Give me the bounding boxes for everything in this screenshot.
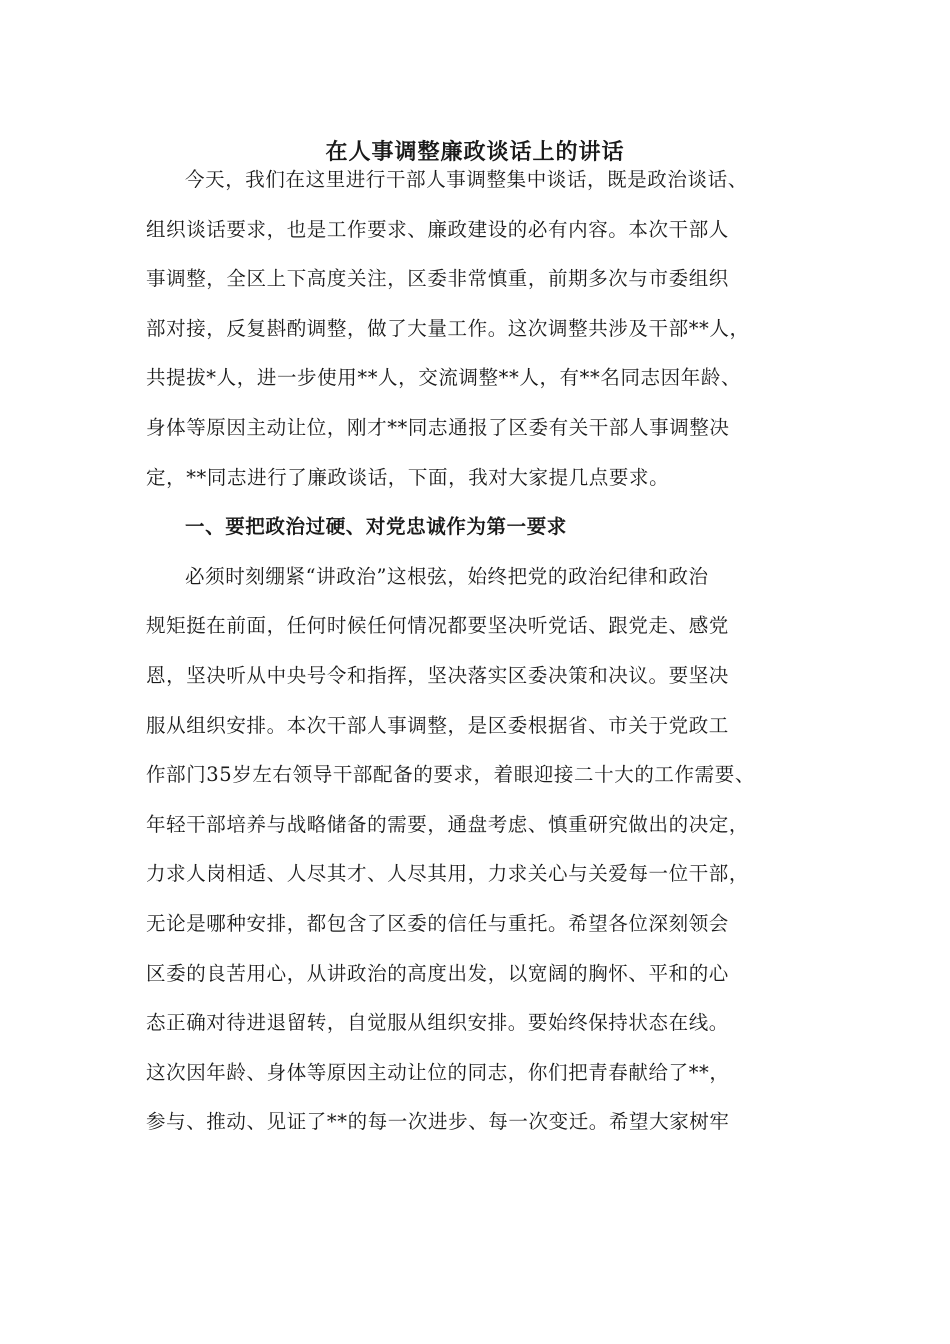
paragraph-line: 恩，坚决听从中央号令和指挥，坚决落实区委决策和决议。要坚决 xyxy=(146,663,729,687)
paragraph-line: 部对接，反复斟酌调整，做了大量工作。这次调整共涉及干部**人， xyxy=(146,316,750,340)
document-body xyxy=(146,155,826,1147)
paragraph-line: 作部门35岁左右领导干部配备的要求，着眼迎接二十大的工作需要、 xyxy=(146,763,755,787)
paragraph-line: 态正确对待进退留转，自觉服从组织安排。要始终保持状态在线。 xyxy=(146,1011,729,1035)
paragraph-line: 共提拔*人，进一步使用**人，交流调整**人，有**名同志因年龄、 xyxy=(146,366,742,390)
paragraph-line: 定，**同志进行了廉政谈话，下面，我对大家提几点要求。 xyxy=(146,465,670,489)
paragraph-line: 服从组织安排。本次干部人事调整，是区委根据省、市关于党政工 xyxy=(146,713,729,737)
paragraph-line: 无论是哪种安排，都包含了区委的信任与重托。希望各位深刻领会 xyxy=(146,911,729,935)
paragraph-line: 参与、推动、见证了**的每一次进步、每一次变迁。希望大家树牢 xyxy=(146,1110,730,1134)
paragraph-line: 力求人岗相适、人尽其才、人尽其用，力求关心与关爱每一位干部， xyxy=(146,862,750,886)
paragraph-line: 这次因年龄、身体等原因主动让位的同志，你们把青春献给了**， xyxy=(146,1060,730,1084)
paragraph-line: 今天，我们在这里进行干部人事调整集中谈话，既是政治谈话、 xyxy=(185,168,748,191)
paragraph-line: 区委的良苦用心，从讲政治的高度出发，以宽阔的胸怀、平和的心 xyxy=(146,961,729,985)
section-heading: 一、要把政治过硬、对党忠诚作为第一要求 xyxy=(185,515,567,539)
document-title: 在人事调整廉政谈话上的讲话 xyxy=(325,139,625,165)
paragraph-line: 身体等原因主动让位，刚才**同志通报了区委有关干部人事调整决 xyxy=(146,415,730,439)
paragraph-line: 必须时刻绷紧“讲政治”这根弦，始终把党的政治纪律和政治 xyxy=(185,564,709,588)
paragraph-line: 事调整，全区上下高度关注，区委非常慎重，前期多次与市委组织 xyxy=(146,267,729,291)
paragraph-line: 组织谈话要求，也是工作要求、廉政建设的必有内容。本次干部人 xyxy=(146,217,729,241)
paragraph-line: 年轻干部培养与战略储备的需要，通盘考虑、慎重研究做出的决定， xyxy=(146,812,750,836)
paragraph-line: 规矩挺在前面，任何时候任何情况都要坚决听党话、跟党走、感党 xyxy=(146,614,729,638)
